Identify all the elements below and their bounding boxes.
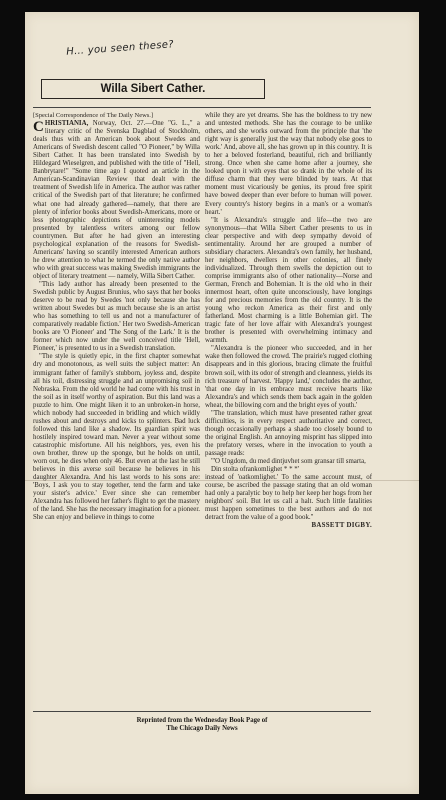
signature: BASSETT DIGBY. [311, 522, 372, 530]
top-rule [33, 107, 371, 108]
verse-line: Din stolta ofrankomlighet * * *' [211, 466, 299, 474]
right-column [205, 112, 372, 700]
drop-cap: C [33, 119, 44, 136]
reprint-line-1: Reprinted from the Wednesday Book Page of [136, 717, 268, 724]
verse-line: "'O Ungdom, du med dintjuvhet som gransar till smarta, [211, 458, 366, 466]
correspondence-line: [Special Correspondence of The Daily News.] [33, 112, 154, 119]
paragraph: while they are yet dreams. She has the boldness to try new and untested methods. She has the courage to be unlike others, and she works outward from the principle that 'the right way is generally just the way that nobody else goes to work.' And, above all, she has grown up in this country. It is to her a beloved fosterland, beautiful, rich and brilliantly strong. Once when she came home after a journey, she looked upon it with eyes that so drank in the whole of its diffuse charm that they were blinded by tears. At that moment must vicariously be genius, its proud free spirit have bowed deeper than ever before to human will power. Every country's history begins in a man's or a woman's heart.' [205, 112, 372, 216]
headline: Willa Sibert Cather. [41, 79, 265, 99]
paragraph: "The translation, which must have presented rather great difficulties, is in every respect authoritative and correct, though occasionally perhaps a shade too closely bound to the original English. An annoying misprint has slipped into the prefatory verses, where in the invocation to youth a passage reads: [205, 409, 372, 457]
reprint-line-2: The Chicago Daily News [166, 725, 238, 733]
lead-paragraph [33, 120, 200, 281]
left-column [33, 112, 200, 700]
handwritten-note: H… you seen these? [65, 39, 175, 58]
paragraph: instead of 'oatkomlighet.' To the same account must, of course, be ascribed the passage stating that an old woman had only a paralytic boy to help her keep her hogs from her neighbors' soil. But let us call a halt. Such little fatalities must happen sometimes to the best authors and do not detract from the value of a good book." [205, 474, 372, 522]
lead-word: HRISTIANIA, [44, 120, 89, 128]
reprint-credit [33, 717, 371, 733]
paragraph: "This lady author has already been presented to the Swedish public by August Brunius, who says that her books deserve to be read by Swedes 'not only because she has written about Swedes but as much because she is an artist who has something to tell us and not a manufacturer of comparatively readable fiction.' Her two Swedish-American books are 'O Pioneer' and 'The Song of the Lark.' It is the former which now under the well conceived title 'Hell, Pioneer,' is presented to us in a Swedish translation. [33, 280, 200, 353]
paragraph-text: Norway, Oct. 27.—One "G. L.," a literary critic of the Svenska Dagblad of Stockholm, deals thus with an American book about Swedes and Americans of Swedish descent called "O Pioneer," by Willa Sibert Cather. It has been translated into Swedish by Hildegard Wieselgren, and published with the title of "Hell, Banbrytare!" "Some time ago I quoted an article in the American-Scandinavian Review that dealt with the treatment of Swedish life in America. The author was rather critical of the Swedish part of that literature; he confirmed what one had already gathered—namely, that there are plenty of inferior books about Swedish-Americans, more or less photographic depictions of uninteresting models presented by talentless writers among our fellow countrymen. But after he had given an interesting psychological explanation of the reasons for Swedish-Americans' having so scantily interested American authors he drew attention to what he termed the only native author who with great success was making Swedish immigrants the object of literary treatment — namely, Willa Sibert Cather. [33, 120, 200, 280]
paragraph: "Alexandra is the pioneer who succeeded, and in her wake then followed the crowd. The prairie's rugged clothing disappears and in this glorious, bracing climate the fruitful brown soil, with its odor of strength and cleanness, yields its rich treasure of harvest. 'Happy land,' concludes the author, 'that one day in its embrace must receive hearts like Alexandra's and which sends them back again in the golden wheat, the billowing corn and the bright eyes of youth.' [205, 345, 372, 409]
paragraph: "It is Alexandra's struggle and life—the two are synonymous—that Willa Sibert Cather presents to us in clear perspective and with deep sympathy devoid of sentimentality. Around her are grouped a number of subsidiary characters. Alexandra's own family, her husband, her neighbors, dwellers in other colonies, all finely individualized. Through them swells the depiction out to comprise immigrants also of other nationality—Norse and German, French and Bohemian. It is the old who in their innermost heart, often quite unconsciously, have longings for and precious memories from the old country. It is the young who reckon America as their first and only fatherland. Most charming is a little Bohemian girl. The tragic fate of her love affair with Alexandra's youngest brother is presented with overwhelming intimacy and warmth. [205, 216, 372, 345]
bottom-rule [33, 711, 371, 712]
paragraph: "The style is quietly epic, in the first chapter somewhat dry and monotonous, as well suits the subject matter: An immigrant father of family's stubborn, joyless and, despite all his toil, distressing struggle and an unpromising soil in Nebraska. From the old world he had come with his trust in the soil as in itself worthy of aspiration. But this land was a puzzle to him. One might liken it to an unbroken-in horse, which nobody had succeeded in bridling and which wildly rushes about and destroys and kicks to splinters. Bad luck followed this land like a shadow. Its guardian spirit was hostilely inspired toward man. Never a year without some catastrophic misfortune. All his neighbors, yes, even his own brother, threw up the sponge, but he holds on until, worn out, he dies when only 46. But even at the last he still believes in this averse soil because he believes in his daughter Alexandra. And his last words to his sons are: 'Boys, I ask you to stay together, tend the farm and take your sister's advice.' Ever since she can remember Alexandra has followed her father's flight to get the mastery of the land. She has the necessary imagination for a pioneer. She can enjoy and believe in things to come [33, 353, 200, 522]
